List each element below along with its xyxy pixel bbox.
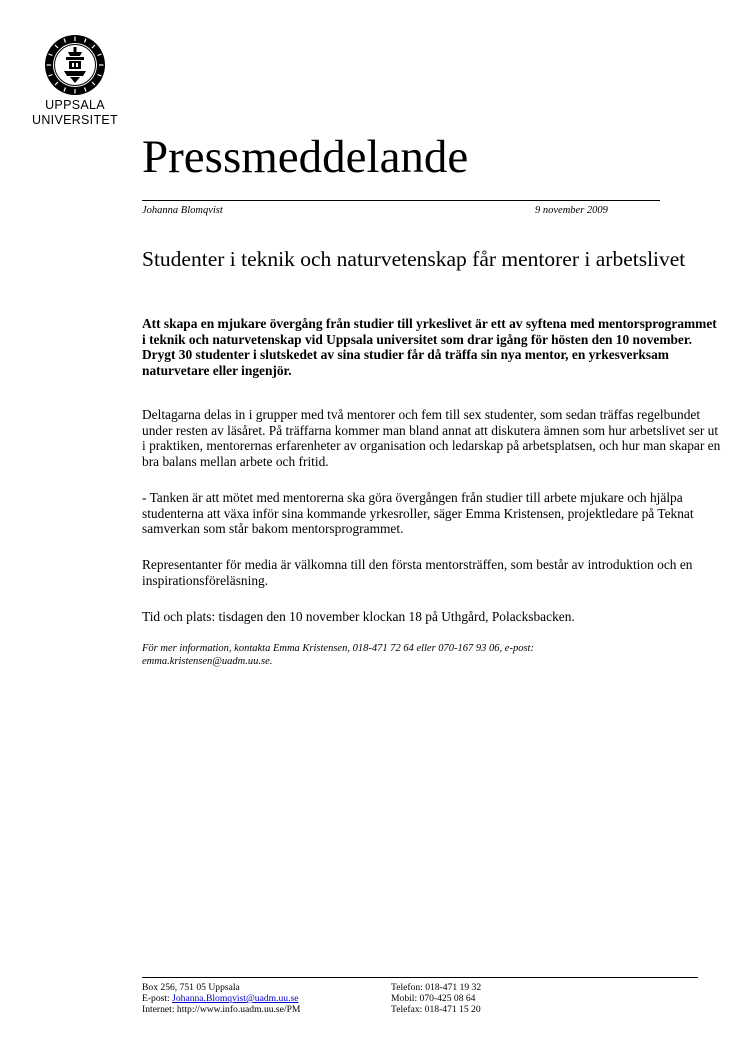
footer-fax: Telefax: 018-471 15 20 [391, 1004, 481, 1015]
university-name-line2: UNIVERSITET [32, 113, 118, 127]
page-title: Pressmeddelande [142, 131, 469, 183]
body-paragraph-3: Representanter för media är välkomna till den första mentorsträffen, som består av introduktion och en inspirationsföreläsning. [142, 557, 693, 588]
footer-email [142, 993, 300, 1004]
footer-email-label: E-post: [142, 993, 173, 1004]
footer-phone: Telefon: 018-471 19 32 [391, 982, 482, 993]
lead-paragraph: Att skapa en mjukare övergång från studier till yrkeslivet är ett av syftena med mentorsprogrammet i teknik och naturvetenskap vid Uppsala universitet som drar igång för hösten den 10 november. Drygt 30 studenter i slutskedet av sina studier får då träffa sin nya mentor, en yrkesverksam naturvetare eller ingenjör. [142, 316, 717, 378]
body-paragraph-1: Deltagarna delas in i grupper med två mentorer och fem till sex studenter, som sedan träffas regelbundet under resten av läsåret. På träffarna kommer man bland annat att diskutera ämnen som hur arbetslivet ser ut i praktiken, mentorernas erfarenheter av organisation och ledarskap på arbetsplatsen, och hur man skapar en bra balans mellan arbete och fritid. [142, 407, 721, 469]
footer-divider [142, 977, 698, 978]
uppsala-university-seal-icon [44, 34, 106, 96]
date: 9 november 2009 [535, 205, 608, 216]
footer-mobile: Mobil: 070-425 08 64 [391, 993, 476, 1004]
footer-left [142, 982, 300, 1015]
footer-address: Box 256, 751 05 Uppsala [142, 982, 240, 993]
footer-internet: Internet: http://www.info.uadm.uu.se/PM [142, 1004, 301, 1015]
body-paragraph-2: - Tanken är att mötet med mentorerna ska göra övergången från studier till arbete mjukare och hjälpa studenterna att växa inför sina kommande yrkesroller, säger Emma Kristensen, projektledare på Teknat samverkan som står bakom mentorsprogrammet. [142, 490, 694, 537]
contact-info: För mer information, kontakta Emma Kristensen, 018-471 72 64 eller 070-167 93 06, e-post: emma.kristensen@uadm.uu.se. [142, 643, 534, 667]
body-paragraph-4: Tid och plats: tisdagen den 10 november klockan 18 på Uthgård, Polacksbacken. [142, 609, 575, 624]
university-name-line1: UPPSALA [45, 98, 105, 112]
footer-email-link[interactable]: Johanna.Blomqvist@uadm.uu.se [172, 993, 299, 1004]
headline: Studenter i teknik och naturvetenskap får mentorer i arbetslivet [142, 247, 686, 271]
author: Johanna Blomqvist [142, 205, 223, 216]
footer-right [391, 982, 481, 1015]
header-divider [142, 200, 660, 201]
university-name [0, 98, 150, 128]
